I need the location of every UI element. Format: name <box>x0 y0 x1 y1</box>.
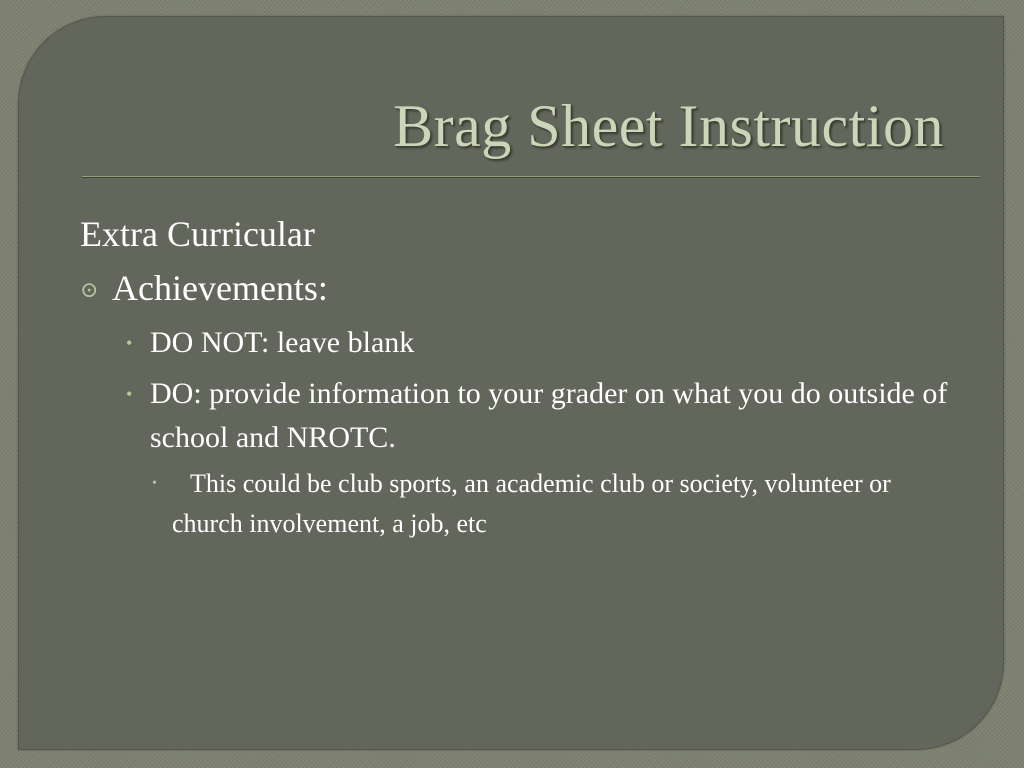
bullet-text: Achievements: <box>112 268 328 308</box>
sub-bullet-text: DO: provide information to your grader on what you do outside of school and NROTC. <box>150 377 948 454</box>
slide-panel <box>18 16 1004 750</box>
section-heading: Extra Curricular <box>80 214 315 254</box>
title-divider <box>82 176 980 177</box>
dot-bullet-icon: • <box>126 333 133 353</box>
slide-body <box>80 211 980 544</box>
sub-sub-bullet-text: This could be club sports, an academic club or society, volunteer or church involvement, a job, etc <box>172 469 891 538</box>
slide-title: Brag Sheet Instruction <box>393 93 944 159</box>
sub-bullet-do-not <box>126 321 980 365</box>
bullet-item-achievements <box>80 265 980 313</box>
small-dot-bullet-icon: • <box>152 476 157 491</box>
sub-sub-bullet-examples <box>152 464 980 544</box>
sub-bullet-do <box>126 372 980 460</box>
circled-dot-bullet-icon: ⊙ <box>80 277 99 302</box>
dot-bullet-icon: • <box>126 384 133 404</box>
sub-bullet-text: DO NOT: leave blank <box>150 326 415 359</box>
